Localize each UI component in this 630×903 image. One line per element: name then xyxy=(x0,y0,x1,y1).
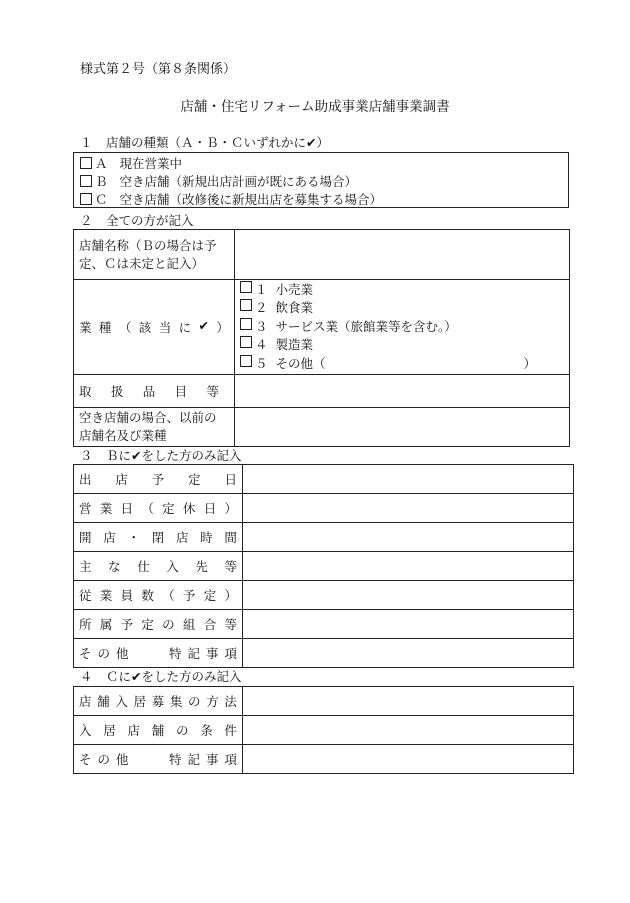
table-row xyxy=(74,280,570,375)
checkbox-b[interactable] xyxy=(80,175,92,187)
business-type-item[interactable]: ３ サービス業（旅館業等を含む。） xyxy=(240,318,564,337)
products-label: 取 扱 品 目 等 xyxy=(74,375,235,408)
section2-number: ２ xyxy=(80,213,93,228)
table-row xyxy=(74,523,574,552)
table-row xyxy=(74,408,570,447)
table-row xyxy=(74,639,574,668)
c-detail-input-1[interactable] xyxy=(243,716,574,745)
checkbox-icon[interactable] xyxy=(240,336,252,348)
checkbox-icon[interactable] xyxy=(240,318,252,330)
section2-table xyxy=(73,229,570,447)
table-row xyxy=(74,610,574,639)
c-detail-label-2: そ の 他 特 記 事 項 xyxy=(74,745,243,774)
section3-title: Ｂに✔をした方のみ記入 xyxy=(106,448,242,463)
section1-heading xyxy=(80,133,329,151)
section2-title: 全ての方が記入 xyxy=(106,213,194,228)
business-type-item[interactable]: ２ 飲食業 xyxy=(240,299,564,318)
c-detail-label-0: 店 舗 入 居 募 集 の 方 法 xyxy=(74,687,243,716)
table-row xyxy=(74,375,570,408)
vacant-store-input[interactable] xyxy=(235,408,570,447)
table-row xyxy=(74,716,574,745)
table-row xyxy=(74,687,574,716)
b-detail-input-1[interactable] xyxy=(243,494,574,523)
document-title: 店舗・住宅リフォーム助成事業店舗事業調書 xyxy=(180,99,450,115)
store-kind-box xyxy=(73,152,569,208)
b-detail-label-2: 開 店 ・ 閉 店 時 間 xyxy=(74,523,243,552)
checkbox-icon[interactable] xyxy=(240,299,252,311)
store-name-label: 店舗名称（Ｂの場合は予 定、Ｃは未定と記入） xyxy=(74,230,235,280)
checkbox-icon[interactable] xyxy=(240,281,252,293)
table-row xyxy=(74,552,574,581)
business-type-item[interactable]: １ 小売業 xyxy=(240,281,564,300)
store-kind-option-b[interactable]: Ｂ 空き店舗（新規出店計画が既にある場合） xyxy=(80,172,357,190)
table-row xyxy=(74,494,574,523)
section4-title: Ｃに✔をした方のみ記入 xyxy=(106,669,242,684)
b-detail-label-3: 主 な 仕 入 先 等 xyxy=(74,552,243,581)
table-row xyxy=(74,465,574,494)
c-detail-label-1: 入 居 店 舗 の 条 件 xyxy=(74,716,243,745)
b-detail-label-1: 営 業 日 （ 定 休 日 ） xyxy=(74,494,243,523)
b-detail-input-3[interactable] xyxy=(243,552,574,581)
checkbox-c[interactable] xyxy=(80,193,92,205)
business-type-label: 業 種 （ 該 当 に ✔ ） xyxy=(74,280,235,375)
table-row xyxy=(74,745,574,774)
checkbox-a[interactable] xyxy=(80,157,92,169)
table-row xyxy=(74,230,570,280)
form-number: 様式第２号（第８条関係） xyxy=(80,62,237,77)
vacant-store-label: 空き店舗の場合、以前の 店舗名及び業種 xyxy=(74,408,235,447)
c-detail-input-0[interactable] xyxy=(243,687,574,716)
business-type-item[interactable]: ４ 製造業 xyxy=(240,336,564,355)
b-detail-input-5[interactable] xyxy=(243,610,574,639)
section1-title: 店舗の種類（Ａ・Ｂ・Ｃいずれかに✔） xyxy=(106,135,329,150)
section1-number: １ xyxy=(80,135,93,150)
b-detail-input-0[interactable] xyxy=(243,465,574,494)
store-kind-option-a[interactable]: Ａ 現在営業中 xyxy=(80,154,182,172)
b-detail-input-6[interactable] xyxy=(243,639,574,668)
b-detail-input-4[interactable] xyxy=(243,581,574,610)
checkbox-icon[interactable] xyxy=(240,355,252,367)
c-detail-input-2[interactable] xyxy=(243,745,574,774)
b-detail-label-4: 従 業 員 数 （ 予 定 ） xyxy=(74,581,243,610)
b-detail-label-0: 出 店 予 定 日 xyxy=(74,465,243,494)
section4-number: ４ xyxy=(80,669,93,684)
store-name-input[interactable] xyxy=(235,230,570,280)
table-row xyxy=(74,581,574,610)
b-detail-label-5: 所 属 予 定 の 組 合 等 xyxy=(74,610,243,639)
section3-number: ３ xyxy=(80,448,93,463)
section3-heading xyxy=(80,446,241,464)
b-detail-input-2[interactable] xyxy=(243,523,574,552)
section2-heading xyxy=(80,211,194,229)
products-input[interactable] xyxy=(235,375,570,408)
store-kind-option-c[interactable]: Ｃ 空き店舗（改修後に新規出店を募集する場合） xyxy=(80,190,382,208)
section4-table xyxy=(73,686,574,774)
section3-table xyxy=(73,464,574,668)
business-type-item[interactable]: ５ その他（ ） xyxy=(240,355,564,374)
business-type-options xyxy=(235,280,570,375)
section4-heading xyxy=(80,667,241,685)
b-detail-label-6: そ の 他 特 記 事 項 xyxy=(74,639,243,668)
